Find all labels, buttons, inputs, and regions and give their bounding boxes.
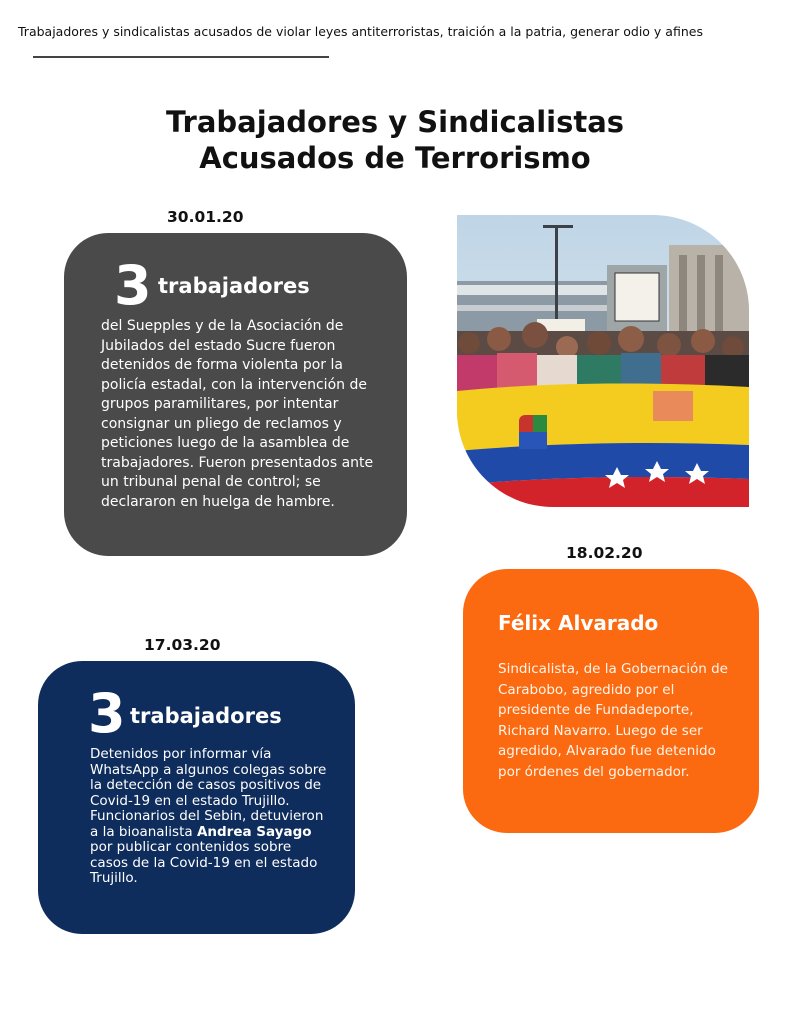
page-title-line-1: Trabajadores y Sindicalistas: [165, 105, 625, 139]
header-rule: [33, 56, 329, 58]
person-name: Félix Alvarado: [498, 611, 659, 635]
worker-count-label: trabajadores: [158, 274, 310, 298]
worker-count: 3: [88, 682, 126, 745]
highlighted-name: Andrea Sayago: [196, 823, 312, 840]
event-description: del Suepples y de la Asociación de Jubilados del estado Sucre fueron detenidos de forma violenta por la policía estadal, con la intervención de grupos paramilitares, por intentar consignar un pliego de reclamos y peticiones luego de la asamblea de trabajadores. Fueron presentados ante un tribunal penal de control; se declararon en huelga de hambre.: [101, 318, 374, 510]
running-header: Trabajadores y sindicalistas acusados de violar leyes antiterroristas, traición a la patria, generar odio y afines: [18, 24, 703, 39]
page-title-line-2: Acusados de Terrorismo: [199, 141, 591, 175]
worker-count-label: trabajadores: [130, 704, 282, 728]
event-description: [90, 747, 330, 887]
event-description: Sindicalista, de la Gobernación de Carabobo, agredido por el presidente de Fundadeporte, Richard Navarro. Luego de ser agredido, Alvarado fue detenido por órdenes del gobernador.: [498, 661, 728, 780]
worker-count: 3: [114, 254, 152, 317]
protest-photo: [457, 215, 749, 507]
description-text-end: por publicar contenidos sobre casos de la Covid-19 en el estado Trujillo.: [90, 839, 318, 886]
event-card-2: [463, 569, 759, 833]
event-card-3: [38, 661, 355, 934]
event-date-3: 17.03.20: [144, 636, 221, 654]
event-card-1: [64, 233, 407, 556]
page-title: [60, 104, 730, 176]
event-date-1: 30.01.20: [167, 208, 244, 226]
description-text-start: Detenidos por informar vía WhatsApp a algunos colegas sobre la detección de casos positivos de Covid-19 en el estado Trujillo. Funcionarios del Sebin, detuvieron a la bioanalista: [90, 746, 327, 840]
event-date-2: 18.02.20: [566, 544, 643, 562]
